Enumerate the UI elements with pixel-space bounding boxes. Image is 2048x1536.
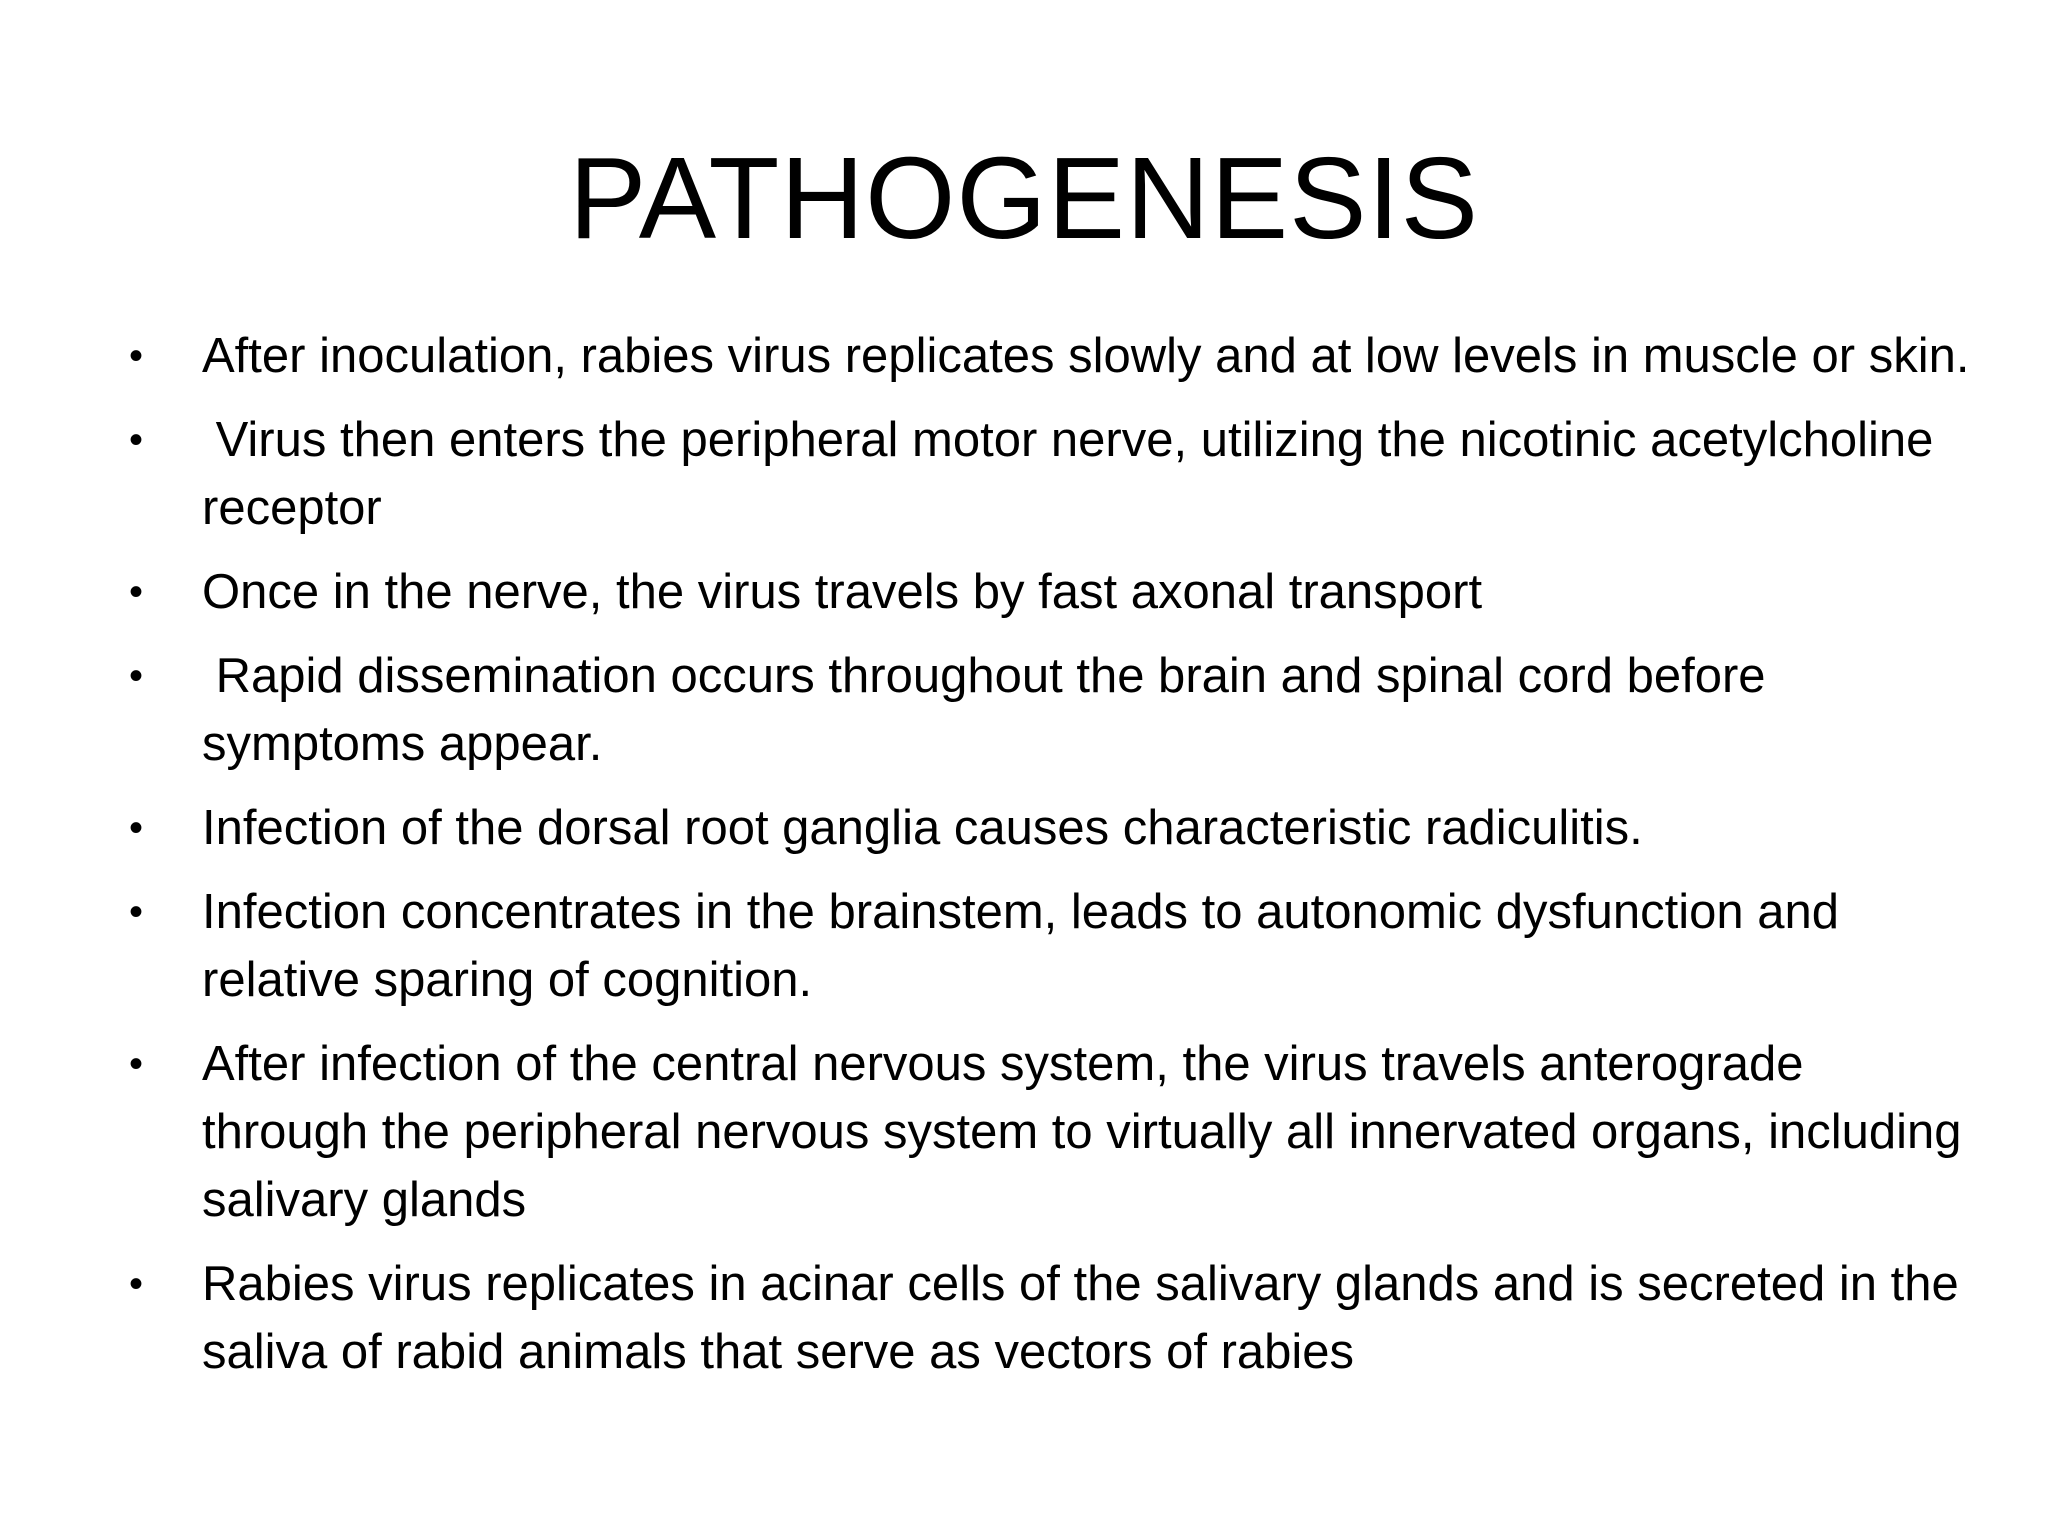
slide-title: PATHOGENESIS [568, 133, 1480, 263]
bullet-dot-icon: • [128, 1042, 143, 1086]
bullet-list [122, 322, 1982, 1402]
bullet-item [122, 1030, 1982, 1234]
bullet-dot-icon: • [128, 570, 143, 614]
bullet-text: After infection of the central nervous system, the virus travels anterograde through the peripheral nervous system to virtually all innervated organs, including salivary glands [202, 1037, 1962, 1227]
bullet-dot-icon: • [128, 1262, 143, 1306]
bullet-dot-icon: • [128, 654, 143, 698]
bullet-item [122, 322, 1982, 390]
bullet-dot-icon: • [128, 890, 143, 934]
bullet-dot-icon: • [128, 418, 143, 462]
bullet-item [122, 558, 1982, 626]
bullet-item [122, 642, 1982, 778]
bullet-text: Infection of the dorsal root ganglia causes characteristic radiculitis. [202, 801, 1643, 855]
bullet-text: Rapid dissemination occurs throughout the brain and spinal cord before symptoms appear. [202, 649, 1780, 771]
bullet-dot-icon: • [128, 806, 143, 850]
bullet-text: Rabies virus replicates in acinar cells of the salivary glands and is secreted in the saliva of rabid animals that serve as vectors of rabies [202, 1257, 1959, 1379]
bullet-text: Virus then enters the peripheral motor nerve, utilizing the nicotinic acetylcholine receptor [202, 413, 1948, 535]
bullet-text: Infection concentrates in the brainstem, leads to autonomic dysfunction and relative sparing of cognition. [202, 885, 1840, 1007]
bullet-text: Once in the nerve, the virus travels by fast axonal transport [202, 565, 1483, 619]
bullet-item [122, 406, 1982, 542]
bullet-item [122, 878, 1982, 1014]
bullet-item [122, 794, 1982, 862]
bullet-item [122, 1250, 1982, 1386]
bullet-dot-icon: • [128, 334, 143, 378]
bullet-text: After inoculation, rabies virus replicates slowly and at low levels in muscle or skin. [202, 329, 1970, 383]
